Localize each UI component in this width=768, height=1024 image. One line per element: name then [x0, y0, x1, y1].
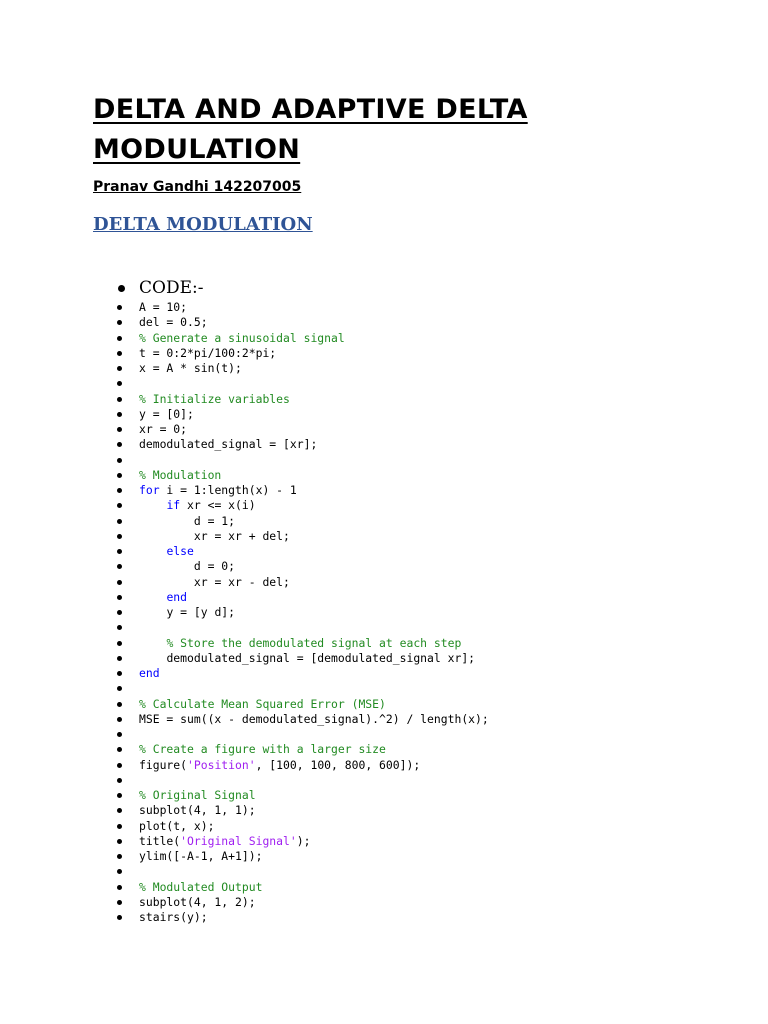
bullet-icon [117, 427, 122, 432]
bullet-icon [117, 534, 122, 539]
code-text [139, 651, 475, 666]
code-token: plot(t, x); [139, 818, 215, 833]
bullet-icon [117, 671, 122, 676]
code-line [0, 834, 768, 849]
code-token: xr = xr + del; [193, 528, 290, 543]
code-line [0, 742, 768, 757]
code-text [139, 697, 386, 712]
bullet-icon [117, 305, 122, 310]
code-line [0, 315, 768, 330]
bullet-icon [117, 320, 122, 325]
code-comment: % Original Signal [139, 788, 256, 802]
bullet-icon [117, 900, 122, 905]
code-line [0, 346, 768, 361]
bullet-icon [117, 473, 122, 478]
bullet-icon [117, 778, 122, 783]
bullet-icon [117, 595, 122, 600]
code-text [139, 498, 256, 513]
code-token: d = 0; [193, 559, 236, 574]
code-token: demodulated_signal = [demodulated_signal xr]; [166, 650, 476, 665]
bullet-icon [117, 686, 122, 691]
section-heading: DELTA MODULATION [93, 214, 313, 235]
code-token: title( [139, 833, 181, 848]
code-line [0, 819, 768, 834]
code-text [139, 514, 235, 529]
bullet-icon [117, 549, 122, 554]
bullet-icon [117, 732, 122, 737]
code-text [139, 880, 262, 895]
bullet-icon [117, 381, 122, 386]
bullet-icon [117, 747, 122, 752]
code-string: 'Original Signal' [180, 833, 297, 848]
code-line [0, 651, 768, 666]
code-line [0, 788, 768, 803]
code-text [139, 819, 214, 834]
code-text [139, 742, 386, 757]
code-text [139, 361, 242, 376]
code-line [0, 636, 768, 651]
code-comment: % Modulated Output [139, 879, 263, 894]
code-line [0, 681, 768, 696]
code-line [0, 361, 768, 376]
code-text [139, 636, 461, 651]
bullet-icon [117, 488, 122, 493]
code-text [139, 910, 208, 925]
code-line [0, 392, 768, 407]
code-line [0, 864, 768, 879]
code-line [0, 376, 768, 391]
code-line [0, 910, 768, 925]
code-line [0, 437, 768, 452]
code-line [0, 407, 768, 422]
code-keyword: end [166, 589, 188, 604]
bullet-icon [117, 793, 122, 798]
bullet-icon [117, 412, 122, 417]
bullet-icon [117, 717, 122, 722]
code-keyword: end [139, 666, 160, 680]
code-token: stairs(y); [139, 910, 208, 924]
code-text [139, 666, 160, 681]
code-line [0, 544, 768, 559]
code-text [139, 559, 235, 574]
author-line: Pranav Gandhi 142207005 [93, 179, 302, 195]
code-token: A = 10; [139, 300, 188, 314]
code-comment: % Create a figure with a larger size [139, 742, 386, 757]
code-line [0, 697, 768, 712]
bullet-icon [117, 519, 122, 524]
code-text [139, 422, 187, 437]
code-line [0, 300, 768, 315]
code-line [0, 712, 768, 727]
code-token: del = 0.5; [139, 315, 208, 330]
code-text [139, 437, 317, 452]
code-line [0, 880, 768, 895]
code-line [0, 514, 768, 529]
code-line [0, 453, 768, 468]
bullet-icon [117, 915, 122, 920]
code-line [0, 331, 768, 346]
code-line [0, 483, 768, 498]
code-text [139, 849, 262, 864]
code-text [139, 300, 187, 315]
code-token: x = A * sin(t); [139, 361, 242, 375]
code-line [0, 529, 768, 544]
code-text [139, 605, 235, 620]
code-line [0, 620, 768, 635]
code-line [0, 468, 768, 483]
code-text [139, 315, 208, 330]
code-token: figure( [139, 757, 188, 772]
code-text [139, 788, 256, 803]
code-text [139, 483, 297, 498]
bullet-icon [117, 366, 122, 371]
code-heading-item [118, 277, 203, 299]
bullet-icon [117, 625, 122, 630]
code-token: MSE = sum((x - demodulated_signal).^2) / length(x); [139, 711, 489, 726]
code-comment: % Generate a sinusoidal signal [139, 330, 345, 345]
code-text [139, 895, 256, 910]
bullet-icon [117, 763, 122, 768]
bullet-icon [118, 285, 125, 292]
bullet-icon [117, 503, 122, 508]
code-line [0, 849, 768, 864]
code-token: d = 1; [193, 513, 236, 528]
code-text [139, 407, 194, 422]
code-comment: % Store the demodulated signal at each step [166, 635, 462, 650]
code-list [0, 300, 768, 925]
code-line [0, 605, 768, 620]
code-token: subplot(4, 1, 2); [139, 894, 256, 909]
code-line [0, 422, 768, 437]
bullet-icon [117, 351, 122, 356]
code-text [139, 834, 310, 849]
code-line [0, 559, 768, 574]
code-token: i = 1:length(x) - 1 [159, 483, 297, 497]
bullet-icon [117, 808, 122, 813]
code-line [0, 895, 768, 910]
code-line [0, 758, 768, 773]
bullet-icon [117, 580, 122, 585]
code-keyword: else [166, 544, 194, 558]
code-keyword: if [166, 498, 181, 513]
code-string: 'Position' [187, 757, 256, 772]
code-token: demodulated_signal = [xr]; [139, 437, 318, 452]
code-line [0, 666, 768, 681]
code-text [139, 331, 345, 346]
code-token: subplot(4, 1, 1); [139, 803, 256, 818]
code-keyword: for [139, 483, 160, 497]
code-text [139, 346, 276, 361]
code-text [139, 758, 420, 773]
code-token: ); [296, 833, 311, 848]
code-token: xr = 0; [139, 422, 188, 436]
code-line [0, 773, 768, 788]
code-text [139, 529, 290, 544]
bullet-icon [117, 869, 122, 874]
code-line [0, 498, 768, 513]
code-text [139, 468, 221, 483]
code-line [0, 575, 768, 590]
code-text [139, 803, 256, 818]
bullet-icon [117, 839, 122, 844]
code-text [139, 575, 290, 590]
bullet-icon [117, 336, 122, 341]
code-comment: % Modulation [139, 467, 222, 482]
code-heading: CODE:- [139, 278, 204, 298]
code-comment: % Initialize variables [139, 391, 290, 406]
bullet-icon [117, 824, 122, 829]
bullet-icon [117, 854, 122, 859]
code-text [139, 712, 489, 727]
code-text [139, 590, 187, 605]
code-token: , [100, 100, 800, 600]); [255, 757, 421, 772]
code-token: ylim([-A-1, A+1]); [139, 849, 263, 863]
bullet-icon [117, 458, 122, 463]
code-token: y = [0]; [139, 406, 194, 421]
code-text [139, 544, 194, 559]
code-token: xr <= x(i) [180, 498, 256, 513]
code-line [0, 803, 768, 818]
code-comment: % Calculate Mean Squared Error (MSE) [139, 696, 386, 711]
code-line [0, 590, 768, 605]
code-line [0, 727, 768, 742]
bullet-icon [117, 656, 122, 661]
bullet-icon [117, 397, 122, 402]
document-title: DELTA AND ADAPTIVE DELTA MODULATION [93, 94, 528, 165]
code-text [139, 392, 290, 407]
bullet-icon [117, 564, 122, 569]
bullet-icon [117, 610, 122, 615]
code-token: xr = xr - del; [193, 574, 290, 589]
bullet-icon [117, 442, 122, 447]
code-token: y = [y d]; [166, 605, 236, 619]
bullet-icon [117, 702, 122, 707]
bullet-icon [117, 641, 122, 646]
bullet-icon [117, 885, 122, 890]
code-token: t = 0:2*pi/100:2*pi; [139, 345, 277, 360]
